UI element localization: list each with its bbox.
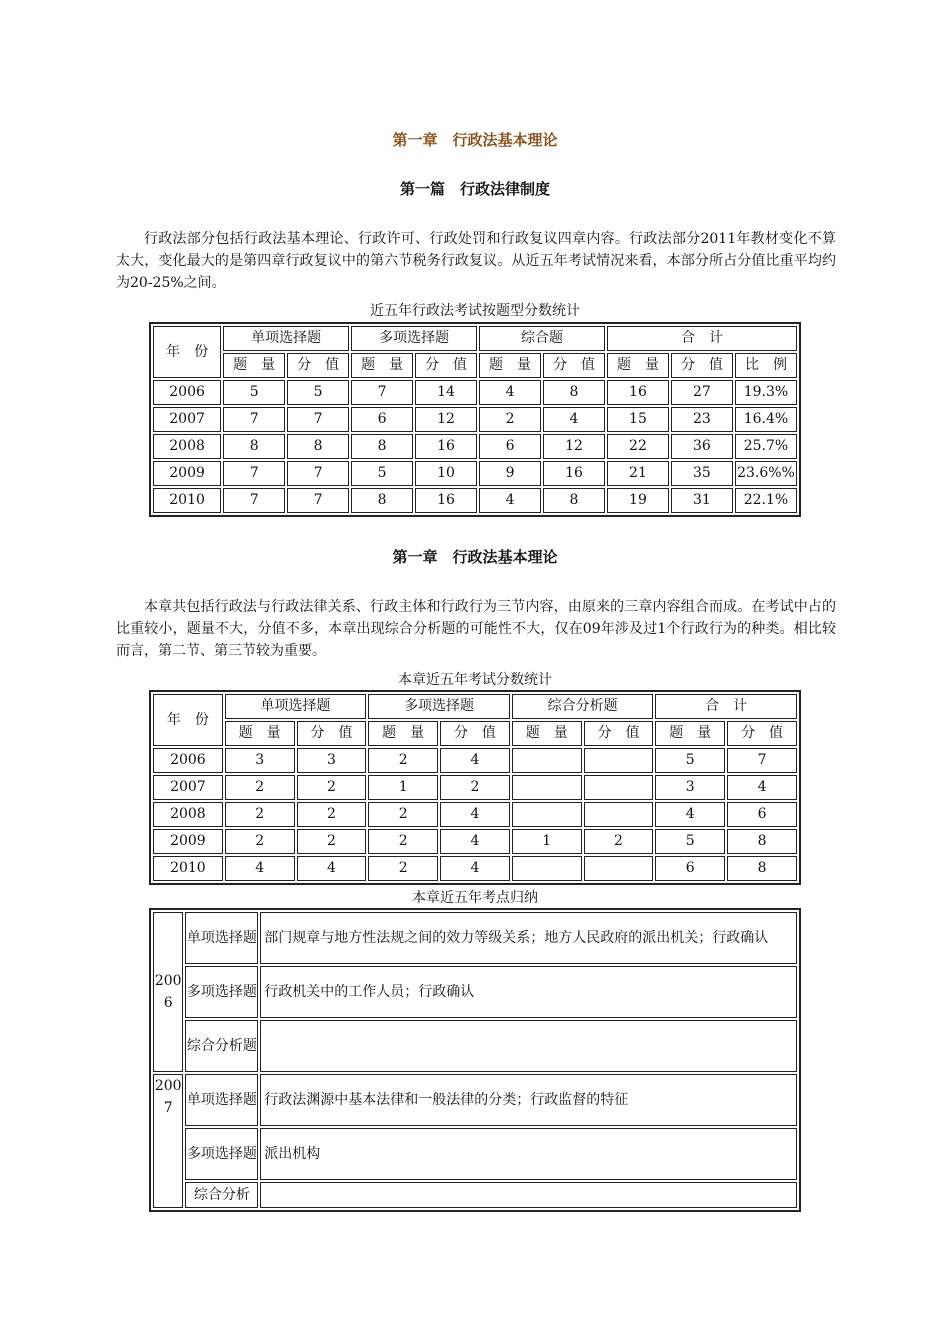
table-cell <box>512 856 582 881</box>
table-cell <box>584 802 654 827</box>
group-header: 多项选择题 <box>351 326 477 351</box>
table-cell: 2 <box>368 802 438 827</box>
content-cell: 部门规章与地方性法规之间的效力等级关系；地方人民政府的派出机关；行政确认 <box>260 912 797 964</box>
group-header: 合 计 <box>655 694 797 719</box>
content-cell: 行政法渊源中基本法律和一般法律的分类；行政监督的特征 <box>260 1074 797 1126</box>
year-cell: 2006 <box>153 912 183 1072</box>
table-cell: 7 <box>287 461 349 486</box>
table-cell: 2010 <box>153 488 221 513</box>
table-cell: 3 <box>297 748 367 773</box>
table-cell: 25.7% <box>735 434 797 459</box>
chapter-heading-2: 第一章 行政法基本理论 <box>392 548 558 566</box>
table-cell: 4 <box>440 802 510 827</box>
table-cell: 4 <box>479 488 541 513</box>
table-cell: 4 <box>440 829 510 854</box>
table-cell: 7 <box>351 380 413 405</box>
table-cell: 2007 <box>153 775 223 800</box>
table-cell: 12 <box>543 434 605 459</box>
table-cell: 6 <box>351 407 413 432</box>
table-cell: 21 <box>607 461 669 486</box>
table-cell: 2009 <box>153 829 223 854</box>
table-cell: 2008 <box>153 434 221 459</box>
table-row <box>153 380 797 405</box>
table-cell: 2 <box>297 802 367 827</box>
table-cell: 16 <box>543 461 605 486</box>
table-cell: 4 <box>479 380 541 405</box>
table-cell: 19.3% <box>735 380 797 405</box>
exam-points-table <box>149 908 801 1212</box>
part-heading: 第一篇 行政法律制度 <box>399 180 550 198</box>
table-row <box>153 748 797 773</box>
table-cell: 7 <box>223 488 285 513</box>
subheader-cell: 题 量 <box>479 353 541 378</box>
table-cell: 2 <box>368 856 438 881</box>
table-cell: 9 <box>479 461 541 486</box>
table-cell: 7 <box>727 748 797 773</box>
table-cell: 7 <box>223 407 285 432</box>
subheader-cell: 比 例 <box>735 353 797 378</box>
table-row <box>153 434 797 459</box>
question-type-cell: 单项选择题 <box>185 1074 258 1126</box>
table-cell: 8 <box>351 434 413 459</box>
table3-caption: 本章近五年考点归纳 <box>412 890 538 906</box>
table-cell: 2 <box>225 802 295 827</box>
table-cell: 8 <box>543 380 605 405</box>
table-row <box>153 1128 797 1180</box>
table-cell: 16 <box>607 380 669 405</box>
group-header: 单项选择题 <box>223 326 349 351</box>
table-cell: 27 <box>671 380 733 405</box>
intro-paragraph: 行政法部分包括行政法基本理论、行政许可、行政处罚和行政复议四章内容。行政法部分2011年教材变化不算太大，变化最大的是第四章行政复议中的第六节税务行政复议。从近五年考试情况来看，本部分所占分值比重平均约为20-25%之间。 <box>116 231 836 291</box>
table-cell: 2 <box>584 829 654 854</box>
chapter-heading: 第一章 行政法基本理论 <box>392 131 558 149</box>
subheader-cell: 分 值 <box>671 353 733 378</box>
chapter-score-table <box>149 690 801 885</box>
table-cell: 10 <box>415 461 477 486</box>
table-cell <box>584 775 654 800</box>
chapter-paragraph: 本章共包括行政法与行政法律关系、行政主体和行政行为三节内容，由原来的三章内容组合而成。在考试中占的比重较小，题量不大，分值不多，本章出现综合分析题的可能性不大，仅在09年涉及过1个行政行为的种类。相比较而言，第二节、第三节较为重要。 <box>116 599 836 659</box>
table-cell: 2 <box>440 775 510 800</box>
table-cell: 4 <box>655 802 725 827</box>
table-cell: 2 <box>297 829 367 854</box>
table-row <box>153 407 797 432</box>
table-row <box>153 802 797 827</box>
table-cell: 8 <box>543 488 605 513</box>
table-cell <box>512 775 582 800</box>
table-row <box>153 966 797 1018</box>
table-cell: 2 <box>297 775 367 800</box>
table-row <box>153 488 797 513</box>
question-type-cell: 综合分析题 <box>185 1020 258 1072</box>
table-cell: 2009 <box>153 461 221 486</box>
table-row <box>153 1182 797 1208</box>
table-cell: 5 <box>655 829 725 854</box>
table-cell: 3 <box>225 748 295 773</box>
subheader-cell: 分 值 <box>297 721 367 746</box>
table-cell: 23.6%% <box>735 461 797 486</box>
table-cell: 1 <box>368 775 438 800</box>
subheader-cell: 分 值 <box>543 353 605 378</box>
table-cell: 16 <box>415 434 477 459</box>
table-cell: 16.4% <box>735 407 797 432</box>
table-cell: 2006 <box>153 380 221 405</box>
table-cell: 6 <box>479 434 541 459</box>
content-cell <box>260 1182 797 1208</box>
table-cell: 36 <box>671 434 733 459</box>
table-subheader-row <box>153 721 797 746</box>
table-cell: 7 <box>223 461 285 486</box>
year-cell: 2007 <box>153 1074 183 1208</box>
group-header: 多项选择题 <box>368 694 510 719</box>
table-cell: 8 <box>223 434 285 459</box>
group-header: 综合题 <box>479 326 605 351</box>
subheader-cell: 分 值 <box>584 721 654 746</box>
subheader-cell: 题 量 <box>512 721 582 746</box>
subheader-cell: 题 量 <box>607 353 669 378</box>
subheader-cell: 分 值 <box>440 721 510 746</box>
subheader-cell: 题 量 <box>368 721 438 746</box>
table-cell: 12 <box>415 407 477 432</box>
question-type-cell: 多项选择题 <box>185 966 258 1018</box>
table-subheader-row <box>153 353 797 378</box>
group-header: 单项选择题 <box>225 694 367 719</box>
table-cell: 4 <box>440 748 510 773</box>
table-cell: 5 <box>287 380 349 405</box>
table-cell: 23 <box>671 407 733 432</box>
table-cell: 3 <box>655 775 725 800</box>
table-cell: 5 <box>351 461 413 486</box>
table-cell <box>512 748 582 773</box>
table-cell: 2006 <box>153 748 223 773</box>
table-header-row <box>153 326 797 351</box>
table-cell: 16 <box>415 488 477 513</box>
table-cell: 8 <box>287 434 349 459</box>
table-header-row <box>153 694 797 719</box>
table-cell: 7 <box>287 407 349 432</box>
table-cell: 35 <box>671 461 733 486</box>
table-cell <box>512 802 582 827</box>
table-cell: 2 <box>479 407 541 432</box>
question-type-cell: 多项选择题 <box>185 1128 258 1180</box>
content-cell <box>260 1020 797 1072</box>
table-cell: 4 <box>727 775 797 800</box>
subheader-cell: 题 量 <box>223 353 285 378</box>
table-cell: 2 <box>368 748 438 773</box>
content-cell: 派出机构 <box>260 1128 797 1180</box>
group-header: 合 计 <box>607 326 797 351</box>
question-type-cell: 单项选择题 <box>185 912 258 964</box>
table-cell: 8 <box>351 488 413 513</box>
table-cell: 4 <box>543 407 605 432</box>
table-cell: 4 <box>225 856 295 881</box>
table-cell: 8 <box>727 829 797 854</box>
table-cell: 19 <box>607 488 669 513</box>
group-header: 综合分析题 <box>512 694 654 719</box>
table-cell: 5 <box>655 748 725 773</box>
subheader-cell: 题 量 <box>351 353 413 378</box>
subheader-cell: 分 值 <box>287 353 349 378</box>
subheader-cell: 题 量 <box>225 721 295 746</box>
table-cell: 2007 <box>153 407 221 432</box>
year-header: 年 份 <box>153 694 223 746</box>
table-cell: 31 <box>671 488 733 513</box>
table-cell: 14 <box>415 380 477 405</box>
table-row <box>153 1074 797 1126</box>
table-cell: 7 <box>287 488 349 513</box>
table-cell: 22.1% <box>735 488 797 513</box>
table-cell <box>584 856 654 881</box>
subheader-cell: 分 值 <box>727 721 797 746</box>
question-type-cell: 综合分析 <box>185 1182 258 1208</box>
table-cell: 2 <box>368 829 438 854</box>
table2-caption: 本章近五年考试分数统计 <box>398 672 552 688</box>
content-cell: 行政机关中的工作人员；行政确认 <box>260 966 797 1018</box>
table-cell: 4 <box>440 856 510 881</box>
table-row <box>153 829 797 854</box>
table-cell: 6 <box>727 802 797 827</box>
table-row <box>153 1020 797 1072</box>
table-cell: 22 <box>607 434 669 459</box>
table-cell <box>584 748 654 773</box>
table-row <box>153 461 797 486</box>
table-cell: 6 <box>655 856 725 881</box>
table-row <box>153 912 797 964</box>
table-cell: 1 <box>512 829 582 854</box>
table-row <box>153 856 797 881</box>
table1-caption: 近五年行政法考试按题型分数统计 <box>370 303 580 319</box>
subheader-cell: 分 值 <box>415 353 477 378</box>
table-cell: 2008 <box>153 802 223 827</box>
subheader-cell: 题 量 <box>655 721 725 746</box>
table-row <box>153 775 797 800</box>
table-cell: 15 <box>607 407 669 432</box>
table-cell: 4 <box>297 856 367 881</box>
table-cell: 2 <box>225 775 295 800</box>
table-cell: 2010 <box>153 856 223 881</box>
year-header: 年 份 <box>153 326 221 378</box>
table-cell: 8 <box>727 856 797 881</box>
table-cell: 2 <box>225 829 295 854</box>
exam-score-table <box>149 322 801 517</box>
table-cell: 5 <box>223 380 285 405</box>
